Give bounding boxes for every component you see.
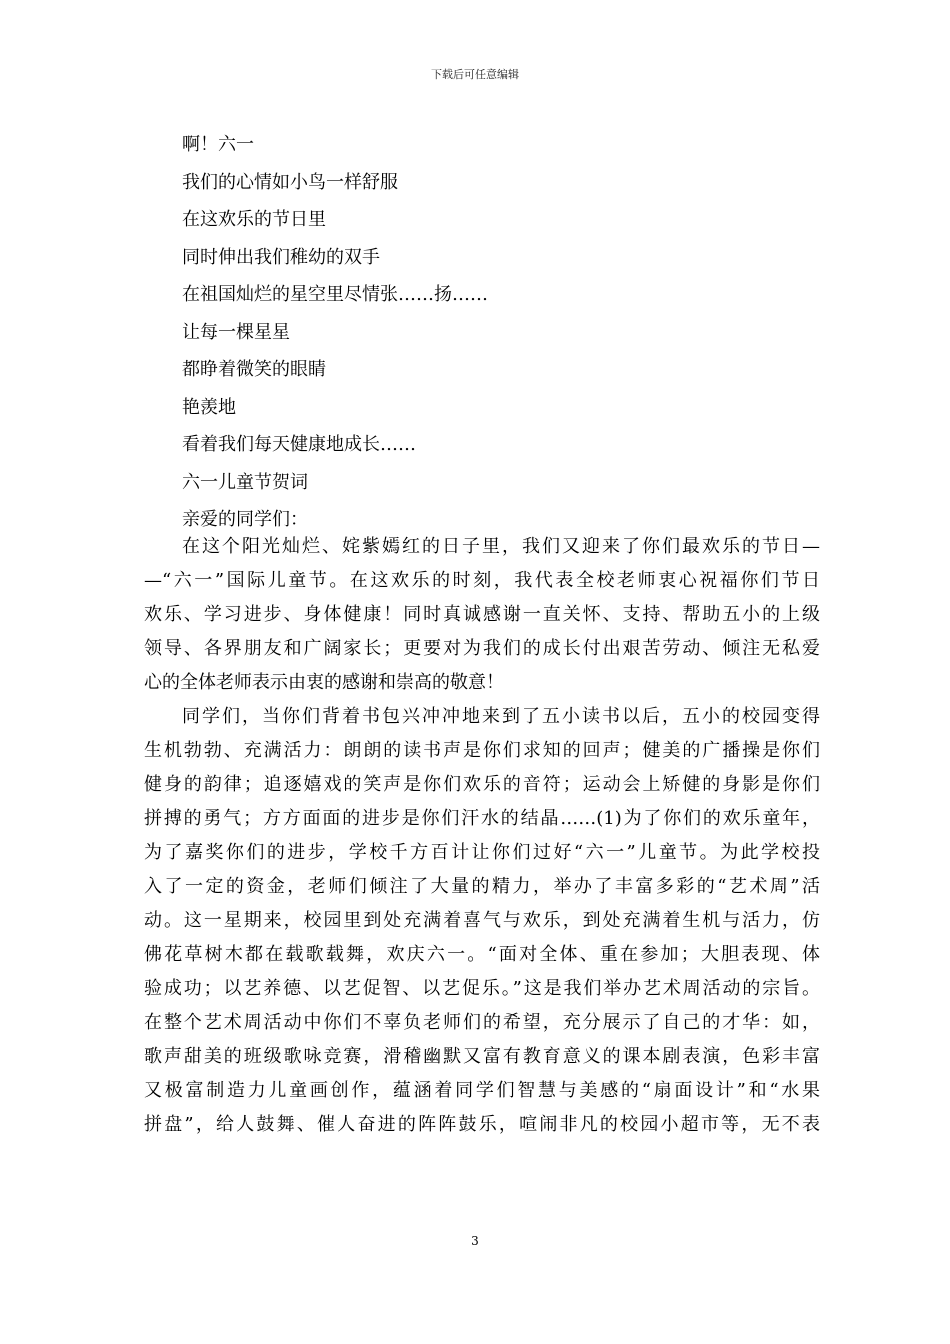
text-line: 佛花草树木都在载歌载舞，欢庆六一。“面对全体、重在参加；大胆表现、体 [144,944,820,965]
text-line: 心的全体老师表示由衷的感谢和崇高的敬意！ [144,672,504,693]
salutation: 亲爱的同学们： [182,509,308,530]
text-line: 健身的韵律；追逐嬉戏的笑声是你们欢乐的音符；运动会上矫健的身影是你们 [144,774,820,795]
text-line: 动。这一星期来，校园里到处充满着喜气与欢乐，到处充满着生机与活力，仿 [144,910,820,931]
text-line: 领导、各界朋友和广阔家长；更要对为我们的成长付出艰苦劳动、倾注无私爱 [144,638,820,659]
paragraph-2 [144,700,820,1142]
poem-line: 看着我们每天健康地成长…… [182,434,416,455]
text-line: 生机勃勃、充满活力：朗朗的读书声是你们求知的回声；健美的广播操是你们 [144,740,820,761]
text-line: 为了嘉奖你们的进步，学校千方百计让你们过好“六一”儿童节。为此学校投 [144,842,820,863]
text-line: 又极富制造力儿童画创作，蕴涵着同学们智慧与美感的“扇面设计”和“水果 [144,1080,820,1101]
page-number: 3 [471,1234,479,1248]
poem-line: 艳羡地 [182,396,236,418]
poem-line: 都睁着微笑的眼睛 [182,359,326,380]
text-line: 同学们，当你们背着书包兴冲冲地来到了五小读书以后，五小的校园变得 [182,706,820,727]
section-title: 六一儿童节贺词 [182,471,308,493]
letter-body [144,530,820,1142]
poem-line: 让每一棵星星 [182,321,290,343]
text-line: 入了一定的资金，老师们倾注了大量的精力，举办了丰富多彩的“艺术周”活 [144,876,820,897]
paragraph-1 [144,530,820,700]
text-line: —“六一”国际儿童节。在这欢乐的时刻，我代表全校老师衷心祝福你们节日 [144,570,820,591]
text-line: 验成功；以艺养德、以艺促智、以艺促乐。”这是我们举办艺术周活动的宗旨。 [144,978,820,999]
poem-block [182,126,488,539]
text-line: 欢乐、学习进步、身体健康！同时真诚感谢一直关怀、支持、帮助五小的上级 [144,604,820,625]
poem-line: 同时伸出我们稚幼的双手 [182,246,380,268]
text-line: 在这个阳光灿烂、姹紫嫣红的日子里，我们又迎来了你们最欢乐的节日— [182,536,820,557]
poem-line: 我们的心情如小鸟一样舒服 [182,171,398,193]
text-line: 在整个艺术周活动中你们不辜负老师们的希望，充分展示了自己的才华：如， [144,1012,820,1033]
text-line: 歌声甜美的班级歌咏竞赛，滑稽幽默又富有教育意义的课本剧表演，色彩丰富 [144,1046,820,1067]
poem-line: 啊！六一 [182,134,254,155]
page-header: 下载后可任意编辑 [431,68,519,81]
poem-line: 在祖国灿烂的星空里尽情张……扬…… [182,284,488,305]
poem-line: 在这欢乐的节日里 [182,209,326,230]
text-line: 拼盘”，给人鼓舞、催人奋进的阵阵鼓乐，喧闹非凡的校园小超市等，无不表 [144,1114,820,1135]
text-line: 拼搏的勇气；方方面面的进步是你们汗水的结晶……(1)为了你们的欢乐童年， [144,808,820,829]
